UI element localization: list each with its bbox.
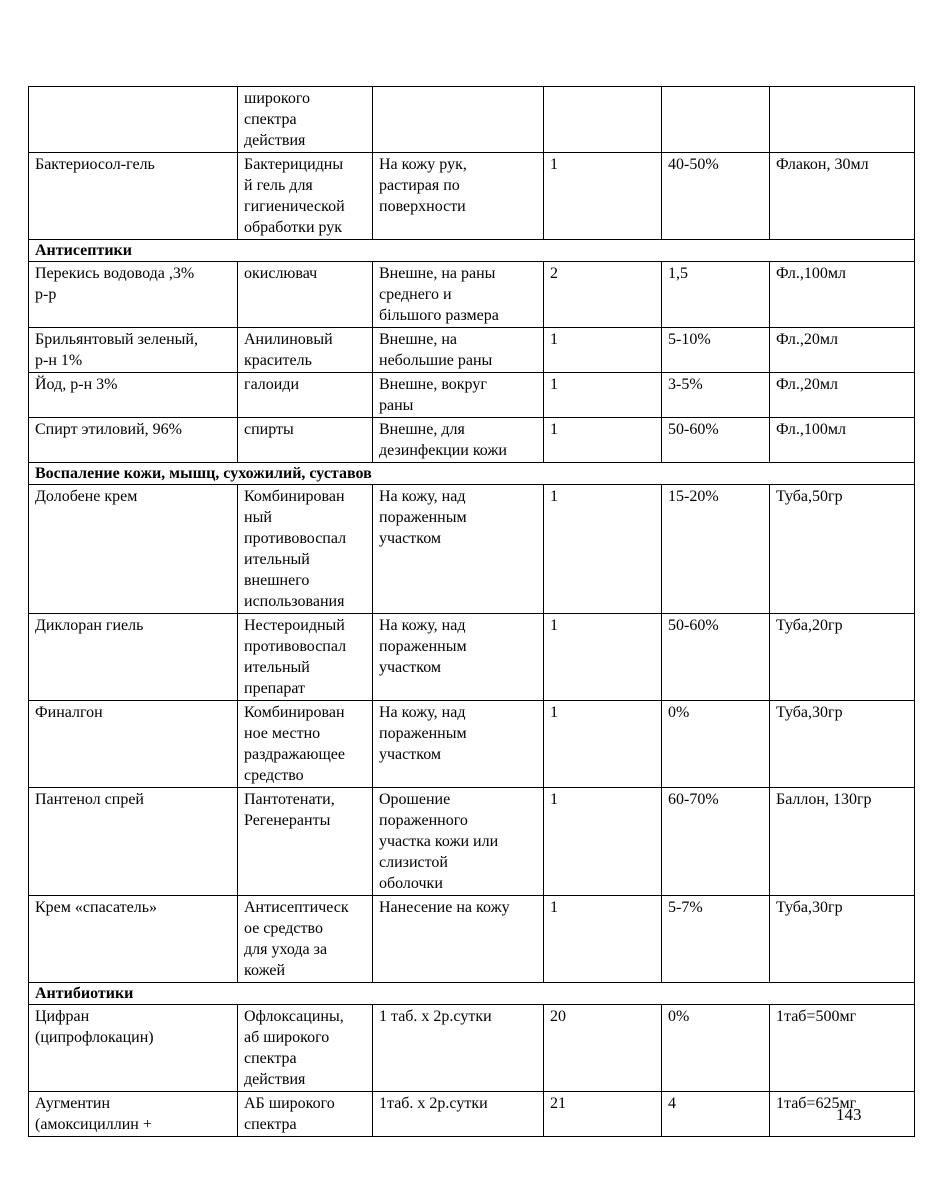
package-cell: Флакон, 30мл (770, 153, 915, 240)
drug-type-cell: Комбинирован ный противовоспал ительный внешнего использования (238, 485, 373, 614)
drug-name-cell: Цифран (ципрофлокацин) (29, 1005, 238, 1092)
quantity-cell (544, 87, 662, 153)
quantity-cell: 1 (544, 328, 662, 373)
usage-cell: 1 таб. х 2р.сутки (373, 1005, 544, 1092)
package-cell: Туба,50гр (770, 485, 915, 614)
drug-type-cell: Офлоксацины, аб широкого спектра действия (238, 1005, 373, 1092)
usage-cell: Внешне, на раны среднего и більшого размера (373, 262, 544, 328)
package-cell: Туба,30гр (770, 701, 915, 788)
usage-cell: Орошение пораженного участка кожи или слизистой оболочки (373, 788, 544, 896)
price-cell: 15-20% (662, 485, 770, 614)
usage-cell: Внешне, для дезинфекции кожи (373, 418, 544, 463)
usage-cell: На кожу, над пораженным участком (373, 614, 544, 701)
price-cell: 5-10% (662, 328, 770, 373)
drug-type-cell: спирты (238, 418, 373, 463)
package-cell: 1таб=500мг (770, 1005, 915, 1092)
quantity-cell: 1 (544, 788, 662, 896)
price-cell: 3-5% (662, 373, 770, 418)
usage-cell: Внешне, вокруг раны (373, 373, 544, 418)
drug-name-cell: Бактериосол-гель (29, 153, 238, 240)
medication-table (28, 86, 915, 1137)
drug-type-cell: Комбинирован ное местно раздражающее средство (238, 701, 373, 788)
drug-name-cell: Крем «спасатель» (29, 896, 238, 983)
quantity-cell: 1 (544, 701, 662, 788)
package-cell: 1таб=625мг (770, 1092, 915, 1137)
price-cell: 40-50% (662, 153, 770, 240)
usage-cell: На кожу, над пораженным участком (373, 701, 544, 788)
quantity-cell: 2 (544, 262, 662, 328)
drug-name-cell: Долобене крем (29, 485, 238, 614)
table-row (29, 614, 915, 701)
table-row (29, 485, 915, 614)
drug-name-cell: Брильянтовый зеленый, р-н 1% (29, 328, 238, 373)
usage-cell: 1таб. х 2р.сутки (373, 1092, 544, 1137)
drug-name-cell (29, 87, 238, 153)
drug-type-cell: Нестероидный противовоспал ительный препарат (238, 614, 373, 701)
price-cell: 0% (662, 701, 770, 788)
section-title: Антибиотики (29, 983, 915, 1005)
table-row (29, 701, 915, 788)
price-cell: 5-7% (662, 896, 770, 983)
package-cell: Фл.,100мл (770, 262, 915, 328)
page-number: 143 (836, 1105, 862, 1124)
drug-type-cell: Пантотенати, Регенеранты (238, 788, 373, 896)
price-cell: 0% (662, 1005, 770, 1092)
drug-type-cell: Бактерицидны й гель для гигиенической обработки рук (238, 153, 373, 240)
drug-type-cell: Анилиновый краситель (238, 328, 373, 373)
quantity-cell: 1 (544, 153, 662, 240)
quantity-cell: 21 (544, 1092, 662, 1137)
package-cell (770, 87, 915, 153)
price-cell (662, 87, 770, 153)
drug-name-cell: Йод, р-н 3% (29, 373, 238, 418)
table-row (29, 1092, 915, 1137)
package-cell: Фл.,20мл (770, 328, 915, 373)
price-cell: 60-70% (662, 788, 770, 896)
price-cell: 4 (662, 1092, 770, 1137)
package-cell: Фл.,100мл (770, 418, 915, 463)
usage-cell: Нанесение на кожу (373, 896, 544, 983)
usage-cell (373, 87, 544, 153)
drug-name-cell: Аугментин (амоксициллин + (29, 1092, 238, 1137)
usage-cell: На кожу рук, растирая по поверхности (373, 153, 544, 240)
package-cell: Туба,30гр (770, 896, 915, 983)
package-cell: Фл.,20мл (770, 373, 915, 418)
usage-cell: Внешне, на небольшие раны (373, 328, 544, 373)
drug-type-cell: Антисептическ ое средство для ухода за кожей (238, 896, 373, 983)
table-row (29, 87, 915, 153)
drug-type-cell: окислювач (238, 262, 373, 328)
table-row (29, 896, 915, 983)
section-header-row (29, 463, 915, 485)
table-row (29, 328, 915, 373)
quantity-cell: 1 (544, 614, 662, 701)
quantity-cell: 1 (544, 373, 662, 418)
price-cell: 1,5 (662, 262, 770, 328)
table-row (29, 373, 915, 418)
drug-type-cell: АБ широкого спектра (238, 1092, 373, 1137)
drug-name-cell: Диклоран гиель (29, 614, 238, 701)
drug-name-cell: Перекись водовода ,3% р-р (29, 262, 238, 328)
table-row (29, 153, 915, 240)
price-cell: 50-60% (662, 614, 770, 701)
drug-name-cell: Спирт этиловий, 96% (29, 418, 238, 463)
drug-type-cell: галоиди (238, 373, 373, 418)
table-row (29, 1005, 915, 1092)
package-cell: Баллон, 130гр (770, 788, 915, 896)
section-header-row (29, 240, 915, 262)
table-row (29, 262, 915, 328)
drug-name-cell: Финалгон (29, 701, 238, 788)
price-cell: 50-60% (662, 418, 770, 463)
package-cell: Туба,20гр (770, 614, 915, 701)
quantity-cell: 20 (544, 1005, 662, 1092)
usage-cell: На кожу, над пораженным участком (373, 485, 544, 614)
drug-name-cell: Пантенол спрей (29, 788, 238, 896)
section-title: Воспаление кожи, мышц, сухожилий, суставов (29, 463, 915, 485)
quantity-cell: 1 (544, 418, 662, 463)
table-row (29, 788, 915, 896)
drug-type-cell: широкого спектра действия (238, 87, 373, 153)
section-header-row (29, 983, 915, 1005)
table-row (29, 418, 915, 463)
section-title: Антисептики (29, 240, 915, 262)
quantity-cell: 1 (544, 485, 662, 614)
quantity-cell: 1 (544, 896, 662, 983)
